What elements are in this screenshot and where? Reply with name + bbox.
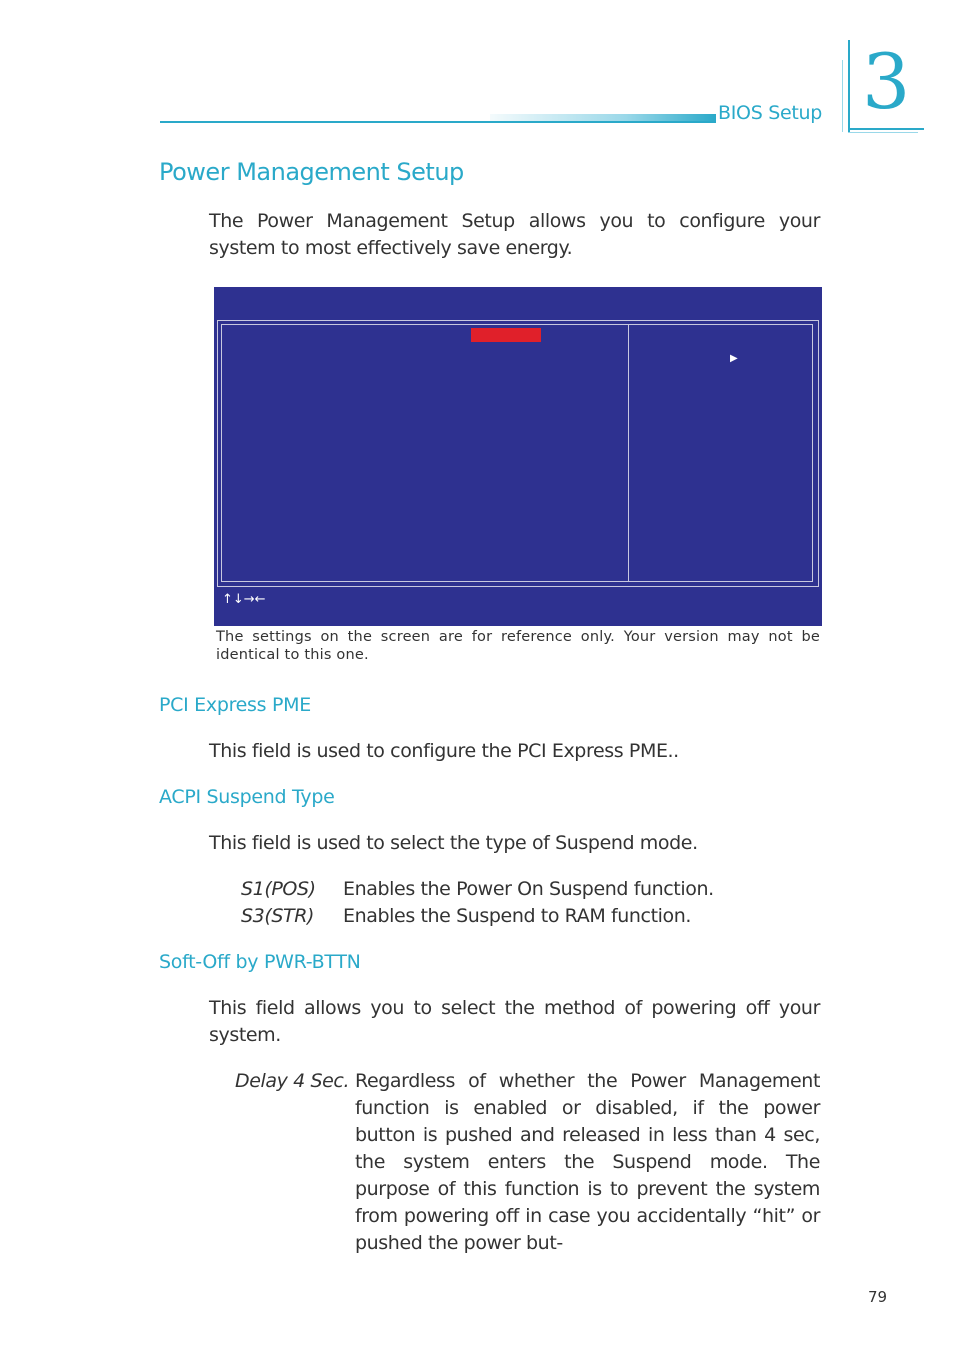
bios-screenshot <box>214 287 822 626</box>
acpi-suspend-type-text: This field is used to select the type of Suspend mode. <box>209 832 698 854</box>
soft-off-text: This field allows you to select the method of powering off your system. <box>209 997 820 1046</box>
option-description: Regardless of whether the Power Management function is enabled or disabled, if the power button is pushed and released in less than 4 sec, the system enters the Suspend mode. The purpose of this function is to prevent the system from powering off in case you accidentally “hit” or pushed the power but- <box>355 1070 820 1254</box>
chapter-tab-line <box>848 40 850 132</box>
bios-navigation-keys: ↑↓→← <box>222 592 266 607</box>
header-rule <box>160 121 716 123</box>
header-section-label: BIOS Setup <box>718 102 822 124</box>
bios-selected-item-highlight <box>471 328 541 342</box>
bios-help-divider <box>628 324 629 582</box>
section-title: Power Management Setup <box>159 158 464 186</box>
pci-express-pme-text: This field is used to configure the PCI Express PME.. <box>209 740 679 762</box>
option-term: S3(STR) <box>241 905 315 927</box>
pci-express-pme-heading: PCI Express PME <box>159 694 311 716</box>
bios-frame-inner <box>221 324 813 582</box>
bios-submenu-arrow-icon: ▶ <box>730 353 738 364</box>
acpi-suspend-type-heading: ACPI Suspend Type <box>159 786 335 808</box>
option-description: Enables the Power On Suspend function. <box>343 878 714 900</box>
chapter-tab-line <box>842 60 843 132</box>
option-term: Delay 4 Sec. <box>235 1070 350 1092</box>
chapter-tab-line <box>848 128 924 130</box>
option-description: Enables the Suspend to RAM function. <box>343 905 692 927</box>
chapter-tab-line <box>848 132 918 133</box>
page-number: 79 <box>868 1288 888 1306</box>
option-term: S1(POS) <box>241 878 316 900</box>
chapter-number: 3 <box>862 37 911 126</box>
soft-off-heading: Soft-Off by PWR-BTTN <box>159 951 361 973</box>
section-intro: The Power Management Setup allows you to configure your system to most effectively save energy. <box>209 210 820 259</box>
figure-caption: The settings on the screen are for reference only. Your version may not be identical to this one. <box>216 629 820 663</box>
